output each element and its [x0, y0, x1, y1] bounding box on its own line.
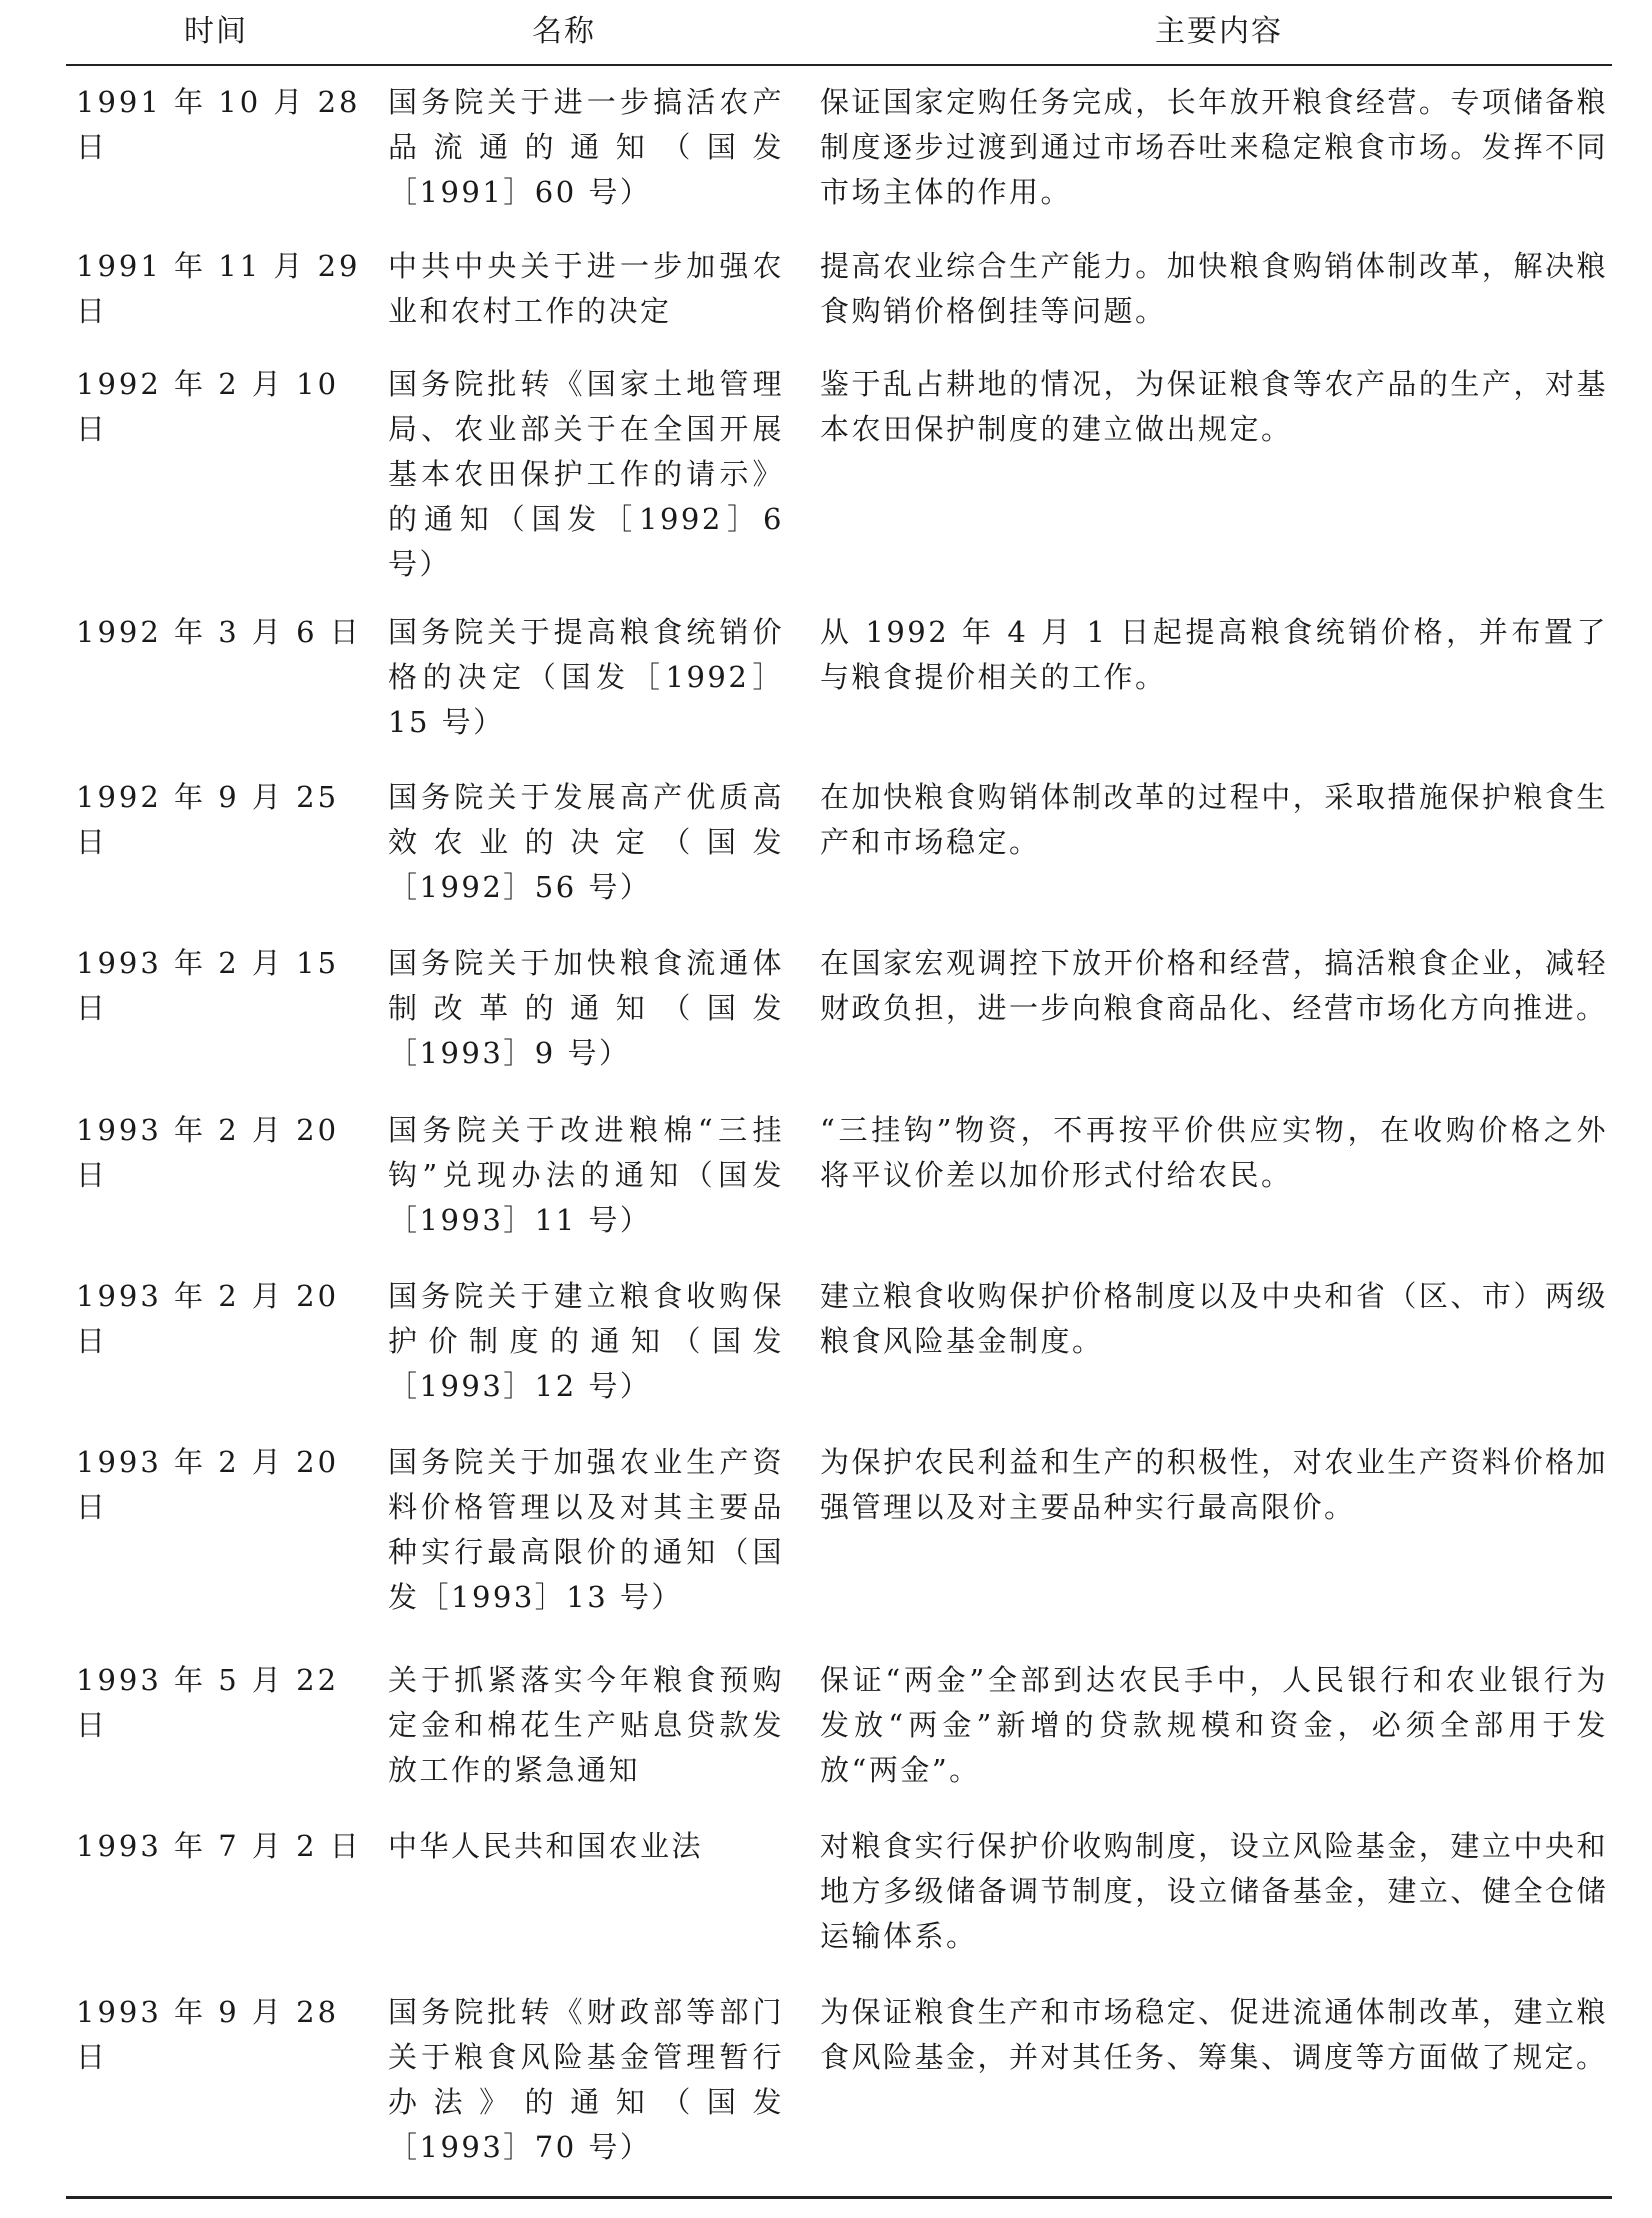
row-name: 国务院关于进一步搞活农产品流通的通知（国发［1991］60 号） — [388, 85, 784, 209]
row-content: “三挂钩”物资，不再按平价供应实物，在收购价格之外将平议价差以加价形式付给农民。 — [820, 1113, 1608, 1192]
row-time: 1993 年 2 月 20 日 — [76, 1113, 340, 1192]
row-name: 国务院批转《财政部等部门关于粮食风险基金管理暂行办法》的通知（国发［1993］70 号） — [388, 1995, 784, 2164]
row-name: 国务院关于改进粮棉“三挂钩”兑现办法的通知（国发［1993］11 号） — [388, 1113, 784, 1237]
row-time: 1993 年 2 月 15 日 — [76, 946, 340, 1025]
row-time: 1993 年 2 月 20 日 — [76, 1279, 340, 1358]
row-time: 1992 年 2 月 10 日 — [76, 367, 340, 446]
row-time: 1991 年 11 月 29 日 — [76, 249, 361, 328]
row-content: 在国家宏观调控下放开价格和经营，搞活粮食企业，减轻财政负担，进一步向粮食商品化、经营市场化方向推进。 — [820, 946, 1608, 1025]
header-time: 时间 — [184, 14, 248, 49]
row-name: 国务院关于发展高产优质高效农业的决定（国发［1992］56 号） — [388, 780, 784, 904]
table-top-rule — [66, 64, 1612, 66]
row-name: 国务院关于加快粮食流通体制改革的通知（国发［1993］9 号） — [388, 946, 784, 1070]
row-name: 中共中央关于进一步加强农业和农村工作的决定 — [388, 249, 784, 328]
row-content: 保证“两金”全部到达农民手中，人民银行和农业银行为发放“两金”新增的贷款规模和资金，必须全部用于发放“两金”。 — [820, 1663, 1608, 1787]
row-name: 关于抓紧落实今年粮食预购定金和棉花生产贴息贷款发放工作的紧急通知 — [388, 1663, 784, 1787]
row-content: 鉴于乱占耕地的情况，为保证粮食等农产品的生产，对基本农田保护制度的建立做出规定。 — [820, 367, 1608, 446]
row-name: 国务院关于加强农业生产资料价格管理以及对其主要品种实行最高限价的通知（国发［1993］13 号） — [388, 1445, 784, 1614]
row-time: 1993 年 9 月 28 日 — [76, 1995, 340, 2074]
row-time: 1992 年 9 月 25 日 — [76, 780, 340, 859]
header-content: 主要内容 — [1155, 14, 1283, 49]
row-content: 对粮食实行保护价收购制度，设立风险基金，建立中央和地方多级储备调节制度，设立储备基金，建立、健全仓储运输体系。 — [820, 1829, 1608, 1953]
header-name: 名称 — [532, 14, 596, 49]
row-name: 国务院批转《国家土地管理局、农业部关于在全国开展基本农田保护工作的请示》的通知（国发［1992］6 号） — [388, 367, 784, 581]
row-content: 为保证粮食生产和市场稳定、促进流通体制改革，建立粮食风险基金，并对其任务、筹集、调度等方面做了规定。 — [820, 1995, 1608, 2074]
row-time: 1993 年 7 月 2 日 — [76, 1829, 362, 1863]
row-content: 从 1992 年 4 月 1 日起提高粮食统销价格，并布置了与粮食提价相关的工作。 — [820, 615, 1608, 694]
row-time: 1993 年 2 月 20 日 — [76, 1445, 340, 1524]
row-content: 提高农业综合生产能力。加快粮食购销体制改革，解决粮食购销价格倒挂等问题。 — [820, 249, 1608, 328]
row-name: 中华人民共和国农业法 — [388, 1829, 704, 1863]
table-bottom-rule — [66, 2196, 1612, 2199]
row-name: 国务院关于建立粮食收购保护价制度的通知（国发［1993］12 号） — [388, 1279, 784, 1403]
row-name: 国务院关于提高粮食统销价格的决定（国发［1992］15 号） — [388, 615, 784, 739]
row-content: 为保护农民利益和生产的积极性，对农业生产资料价格加强管理以及对主要品种实行最高限价。 — [820, 1445, 1608, 1524]
row-time: 1993 年 5 月 22 日 — [76, 1663, 340, 1742]
row-time: 1992 年 3 月 6 日 — [76, 615, 362, 649]
row-content: 在加快粮食购销体制改革的过程中，采取措施保护粮食生产和市场稳定。 — [820, 780, 1608, 859]
row-time: 1991 年 10 月 28 日 — [76, 85, 361, 164]
row-content: 保证国家定购任务完成，长年放开粮食经营。专项储备粮制度逐步过渡到通过市场吞吐来稳定粮食市场。发挥不同市场主体的作用。 — [820, 85, 1608, 209]
row-content: 建立粮食收购保护价格制度以及中央和省（区、市）两级粮食风险基金制度。 — [820, 1279, 1608, 1358]
